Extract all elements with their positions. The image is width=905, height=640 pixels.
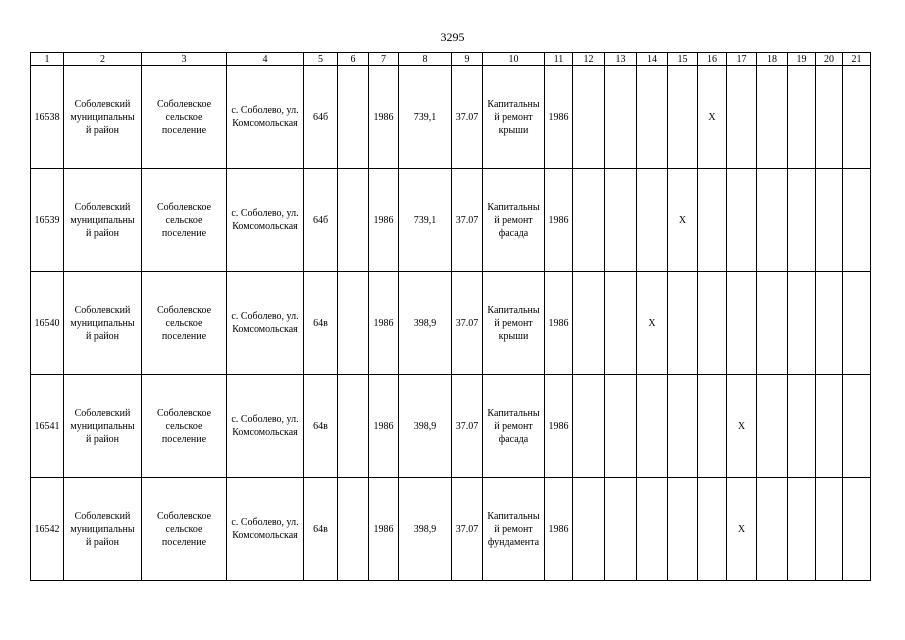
cell-col-4: с. Соболево, ул. Комсомольская	[227, 272, 304, 375]
cell-col-15	[668, 66, 698, 169]
cell-col-2: Соболевский муниципальны й район	[64, 272, 142, 375]
table-row	[31, 272, 871, 375]
cell-col-18	[757, 66, 788, 169]
cell-col-9: 37.07	[452, 169, 483, 272]
cell-col-10: Капитальны й ремонт крыши	[483, 272, 545, 375]
cell-col-2: Соболевский муниципальны й район	[64, 169, 142, 272]
cell-col-12	[573, 272, 605, 375]
cell-col-11: 1986	[545, 66, 573, 169]
cell-col-1: 16541	[31, 375, 64, 478]
register-table	[30, 52, 871, 581]
cell-col-19	[788, 375, 816, 478]
cell-col-18	[757, 375, 788, 478]
cell-col-7: 1986	[369, 478, 399, 581]
table-body	[31, 66, 871, 581]
column-header-9: 9	[452, 53, 483, 66]
cell-col-11: 1986	[545, 375, 573, 478]
cell-col-15	[668, 375, 698, 478]
cell-col-8: 739,1	[399, 169, 452, 272]
cell-col-11: 1986	[545, 478, 573, 581]
cell-col-17	[727, 272, 757, 375]
cell-col-20	[816, 272, 843, 375]
cell-col-14	[637, 478, 668, 581]
cell-col-14	[637, 375, 668, 478]
cell-col-17: X	[727, 375, 757, 478]
column-header-13: 13	[605, 53, 637, 66]
cell-col-1: 16539	[31, 169, 64, 272]
cell-col-12	[573, 169, 605, 272]
cell-col-21	[843, 375, 871, 478]
cell-col-20	[816, 478, 843, 581]
cell-col-5: 64б	[304, 169, 338, 272]
cell-col-5: 64в	[304, 272, 338, 375]
cell-col-8: 398,9	[399, 375, 452, 478]
column-header-5: 5	[304, 53, 338, 66]
cell-col-13	[605, 66, 637, 169]
cell-col-3: Соболевское сельское поселение	[142, 66, 227, 169]
cell-col-5: 64б	[304, 66, 338, 169]
cell-col-1: 16542	[31, 478, 64, 581]
cell-col-19	[788, 66, 816, 169]
table-row	[31, 478, 871, 581]
cell-col-8: 739,1	[399, 66, 452, 169]
column-header-12: 12	[573, 53, 605, 66]
cell-col-4: с. Соболево, ул. Комсомольская	[227, 375, 304, 478]
cell-col-3: Соболевское сельское поселение	[142, 478, 227, 581]
cell-col-17	[727, 169, 757, 272]
cell-col-7: 1986	[369, 66, 399, 169]
cell-col-16	[698, 272, 727, 375]
cell-col-12	[573, 375, 605, 478]
cell-col-13	[605, 375, 637, 478]
cell-col-1: 16540	[31, 272, 64, 375]
cell-col-3: Соболевское сельское поселение	[142, 272, 227, 375]
cell-col-17	[727, 66, 757, 169]
table-row	[31, 66, 871, 169]
cell-col-18	[757, 478, 788, 581]
column-header-10: 10	[483, 53, 545, 66]
cell-col-1: 16538	[31, 66, 64, 169]
cell-col-19	[788, 169, 816, 272]
cell-col-3: Соболевское сельское поселение	[142, 169, 227, 272]
cell-col-19	[788, 478, 816, 581]
column-header-19: 19	[788, 53, 816, 66]
cell-col-14	[637, 169, 668, 272]
cell-col-9: 37.07	[452, 272, 483, 375]
cell-col-15	[668, 272, 698, 375]
column-header-4: 4	[227, 53, 304, 66]
cell-col-14: X	[637, 272, 668, 375]
cell-col-6	[338, 272, 369, 375]
cell-col-13	[605, 478, 637, 581]
cell-col-21	[843, 272, 871, 375]
cell-col-4: с. Соболево, ул. Комсомольская	[227, 478, 304, 581]
cell-col-6	[338, 375, 369, 478]
column-header-20: 20	[816, 53, 843, 66]
cell-col-14	[637, 66, 668, 169]
cell-col-19	[788, 272, 816, 375]
cell-col-12	[573, 478, 605, 581]
cell-col-16: X	[698, 66, 727, 169]
cell-col-21	[843, 478, 871, 581]
cell-col-21	[843, 66, 871, 169]
cell-col-11: 1986	[545, 169, 573, 272]
cell-col-16	[698, 169, 727, 272]
cell-col-15: X	[668, 169, 698, 272]
cell-col-15	[668, 478, 698, 581]
cell-col-9: 37.07	[452, 66, 483, 169]
cell-col-18	[757, 272, 788, 375]
cell-col-7: 1986	[369, 272, 399, 375]
column-header-16: 16	[698, 53, 727, 66]
cell-col-10: Капитальны й ремонт фундамента	[483, 478, 545, 581]
column-header-8: 8	[399, 53, 452, 66]
cell-col-17: X	[727, 478, 757, 581]
column-number-row	[31, 53, 871, 66]
column-header-18: 18	[757, 53, 788, 66]
page-number: 3295	[440, 30, 465, 44]
cell-col-6	[338, 66, 369, 169]
cell-col-18	[757, 169, 788, 272]
cell-col-6	[338, 169, 369, 272]
column-header-14: 14	[637, 53, 668, 66]
cell-col-10: Капитальны й ремонт фасада	[483, 375, 545, 478]
cell-col-10: Капитальны й ремонт фасада	[483, 169, 545, 272]
cell-col-9: 37.07	[452, 375, 483, 478]
cell-col-11: 1986	[545, 272, 573, 375]
cell-col-10: Капитальны й ремонт крыши	[483, 66, 545, 169]
cell-col-20	[816, 66, 843, 169]
cell-col-20	[816, 375, 843, 478]
cell-col-5: 64в	[304, 478, 338, 581]
cell-col-4: с. Соболево, ул. Комсомольская	[227, 169, 304, 272]
cell-col-6	[338, 478, 369, 581]
cell-col-20	[816, 169, 843, 272]
cell-col-7: 1986	[369, 375, 399, 478]
cell-col-16	[698, 478, 727, 581]
column-header-1: 1	[31, 53, 64, 66]
cell-col-2: Соболевский муниципальны й район	[64, 478, 142, 581]
column-header-7: 7	[369, 53, 399, 66]
column-header-11: 11	[545, 53, 573, 66]
cell-col-21	[843, 169, 871, 272]
cell-col-16	[698, 375, 727, 478]
column-header-3: 3	[142, 53, 227, 66]
column-header-21: 21	[843, 53, 871, 66]
cell-col-13	[605, 272, 637, 375]
cell-col-5: 64в	[304, 375, 338, 478]
cell-col-2: Соболевский муниципальны й район	[64, 375, 142, 478]
cell-col-13	[605, 169, 637, 272]
column-header-15: 15	[668, 53, 698, 66]
table-row	[31, 169, 871, 272]
column-header-17: 17	[727, 53, 757, 66]
cell-col-12	[573, 66, 605, 169]
cell-col-4: с. Соболево, ул. Комсомольская	[227, 66, 304, 169]
table-row	[31, 375, 871, 478]
cell-col-7: 1986	[369, 169, 399, 272]
column-header-2: 2	[64, 53, 142, 66]
cell-col-9: 37.07	[452, 478, 483, 581]
cell-col-3: Соболевское сельское поселение	[142, 375, 227, 478]
cell-col-8: 398,9	[399, 478, 452, 581]
cell-col-2: Соболевский муниципальны й район	[64, 66, 142, 169]
cell-col-8: 398,9	[399, 272, 452, 375]
column-header-6: 6	[338, 53, 369, 66]
